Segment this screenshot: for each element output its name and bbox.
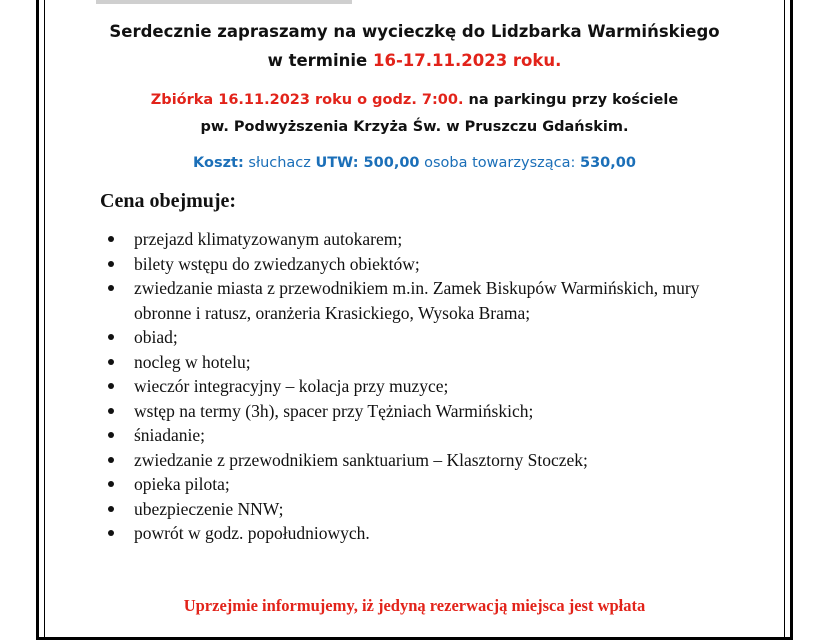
cost-companion-label: osoba towarzysząca:	[419, 155, 580, 171]
list-item	[104, 350, 744, 375]
list-item	[104, 227, 744, 252]
meeting-line-2	[0, 119, 829, 135]
bullet-icon	[108, 506, 114, 512]
includes-title: Cena obejmuje:	[100, 190, 237, 212]
list-item	[104, 399, 744, 424]
list-item	[104, 325, 744, 350]
bullet-icon	[108, 457, 114, 463]
list-item	[104, 472, 744, 497]
list-item-text: opieka pilota;	[134, 474, 230, 494]
cost-student-label: słuchacz	[243, 155, 316, 171]
cost-companion-value: 530,00	[579, 155, 636, 171]
trip-dates: 16-17.11.2023 roku.	[372, 51, 562, 70]
list-item-text: wstęp na termy (3h), spacer przy Tężniach Warmińskich;	[134, 400, 534, 421]
cost-line	[0, 155, 829, 171]
list-item-text: śniadanie;	[134, 425, 205, 445]
bullet-icon	[108, 261, 114, 267]
includes-list	[104, 227, 744, 546]
list-item	[104, 423, 744, 448]
trip-dates-line	[0, 51, 829, 70]
list-item-text: powrót w godz. popołudniowych.	[134, 523, 370, 543]
list-item	[104, 448, 744, 473]
bullet-icon	[108, 334, 114, 340]
list-item-text: zwiedzanie miasta z przewodnikiem m.in. Zamek Biskupów Warmińskich, mury obronne i ratusz, oranżeria Krasickiego, Wysoka Brama;	[134, 278, 700, 323]
list-item	[104, 374, 744, 399]
list-item-text: ubezpieczenie NNW;	[134, 498, 284, 519]
header-banner-strip	[96, 0, 352, 4]
list-item-text: wieczór integracyjny – kolacja przy muzyce;	[134, 376, 449, 396]
list-item	[104, 276, 744, 325]
bullet-icon	[108, 432, 114, 438]
list-item	[104, 252, 744, 277]
list-item	[104, 521, 744, 546]
meeting-place-part1: na parkingu przy kościele	[463, 92, 679, 108]
meeting-line-1	[0, 92, 829, 108]
bullet-icon	[108, 530, 114, 536]
list-item	[104, 497, 744, 522]
bullet-icon	[108, 408, 114, 414]
list-item-text: bilety wstępu do zwiedzanych obiektów;	[134, 253, 420, 274]
cost-label: Koszt:	[193, 155, 244, 171]
bullet-icon	[108, 383, 114, 389]
bullet-icon	[108, 481, 114, 487]
bullet-icon	[108, 359, 114, 365]
trip-dates-prefix: w terminie	[267, 51, 373, 70]
meeting-place-part2: pw. Podwyższenia Krzyża Św. w Pruszczu Gdańskim.	[200, 119, 629, 135]
invitation-title-text: Serdecznie zapraszamy na wycieczkę do Lidzbarka Warmińskiego	[109, 22, 720, 41]
list-item-text: przejazd klimatyzowanym autokarem;	[134, 229, 403, 249]
bullet-icon	[108, 285, 114, 291]
list-item-text: zwiedzanie z przewodnikiem sanktuarium – Klasztorny Stoczek;	[134, 449, 588, 470]
payment-notice: Uprzejmie informujemy, iż jedyną rezerwacją miejsca jest wpłata	[183, 596, 646, 615]
cost-student-value: UTW: 500,00	[315, 155, 420, 171]
list-item-text: nocleg w hotelu;	[134, 351, 251, 372]
list-item-text: obiad;	[134, 327, 178, 347]
invitation-title	[0, 22, 829, 41]
meeting-time: Zbiórka 16.11.2023 roku o godz. 7:00.	[150, 92, 464, 108]
bullet-icon	[108, 236, 114, 242]
